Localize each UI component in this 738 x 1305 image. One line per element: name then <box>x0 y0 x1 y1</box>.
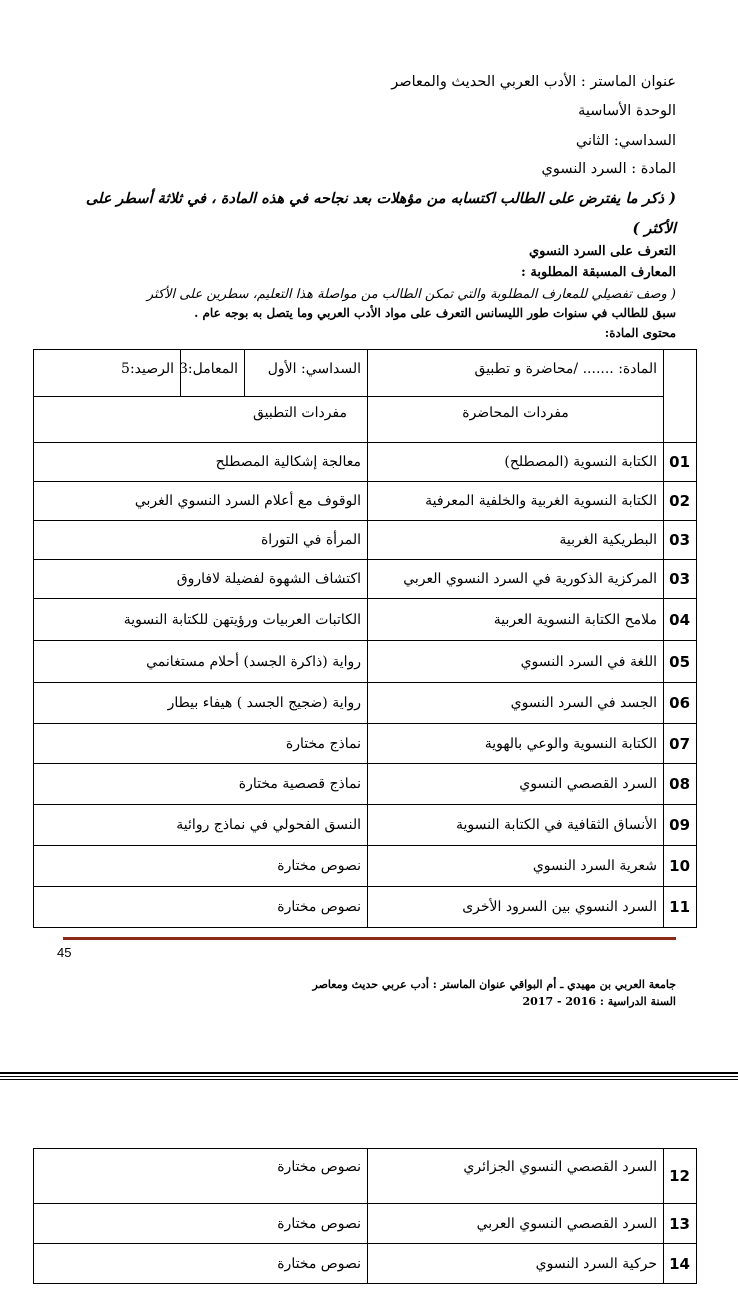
row-number: 10 <box>664 846 697 887</box>
practice-topic: نصوص مختارة <box>34 1149 368 1204</box>
practice-topic: نصوص مختارة <box>34 846 368 887</box>
table-row <box>34 683 697 724</box>
practice-topic: النسق الفحولي في نماذج روائية <box>34 805 368 846</box>
row-number: 02 <box>664 482 697 521</box>
practice-header: مفردات التطبيق <box>34 397 368 443</box>
page-break-line <box>0 1072 738 1074</box>
table-row <box>34 560 697 599</box>
row-number: 05 <box>664 641 697 683</box>
table-row <box>34 599 697 641</box>
lecture-topic: البطريكية الغربية <box>368 521 664 560</box>
row-number: 11 <box>664 887 697 928</box>
table-row <box>34 443 697 482</box>
page-break-line <box>0 1076 738 1077</box>
objectives-note-line2: الأكثر ) <box>632 220 676 237</box>
row-number: 04 <box>664 599 697 641</box>
lecture-topic: السرد القصصي النسوي العربي <box>368 1204 664 1244</box>
objective-text: التعرف على السرد النسوي <box>528 244 676 259</box>
practice-topic: الكاتبات العربيات ورؤيتهن للكتابة النسوية <box>34 599 368 641</box>
practice-topic: الوقوف مع أعلام السرد النسوي الغربي <box>34 482 368 521</box>
lecture-topic: الأنساق الثقافية في الكتابة النسوية <box>368 805 664 846</box>
master-title: عنوان الماستر : الأدب العربي الحديث والمعاصر <box>391 74 676 90</box>
row-number: 13 <box>664 1204 697 1244</box>
row-number: 14 <box>664 1244 697 1284</box>
practice-topic: نصوص مختارة <box>34 1244 368 1284</box>
unit-label: الوحدة الأساسية <box>578 103 676 119</box>
table-row <box>34 482 697 521</box>
lecture-topic: المركزية الذكورية في السرد النسوي العربي <box>368 560 664 599</box>
practice-topic: اكتشاف الشهوة لفضيلة لافاروق <box>34 560 368 599</box>
lecture-topic: الكتابة النسوية (المصطلح) <box>368 443 664 482</box>
table-row <box>34 1149 697 1204</box>
objectives-note-line1: ( ذكر ما يفترض على الطالب اكتسابه من مؤهلات بعد نجاحه في هذه المادة ، في ثلاثة أسطر على <box>85 190 676 207</box>
table-row <box>34 1204 697 1244</box>
row-number: 08 <box>664 764 697 805</box>
row-number: 06 <box>664 683 697 724</box>
lecture-topic: السرد النسوي بين السرود الأخرى <box>368 887 664 928</box>
lecture-topic: شعرية السرد النسوي <box>368 846 664 887</box>
table-row <box>34 641 697 683</box>
table-row <box>34 805 697 846</box>
table-info-row <box>34 350 697 397</box>
credit-cell: الرصيد:5 <box>34 350 181 397</box>
footer-year: السنة الدراسية : 2016 - 2017 <box>522 995 676 1008</box>
lecture-topic: السرد القصصي النسوي الجزائري <box>368 1149 664 1204</box>
semester-label: السداسي: الثاني <box>575 133 676 149</box>
table-row <box>34 846 697 887</box>
practice-topic: معالجة إشكالية المصطلح <box>34 443 368 482</box>
practice-topic: رواية (ذاكرة الجسد) أحلام مستغانمي <box>34 641 368 683</box>
lecture-topic: ملامح الكتابة النسوية العربية <box>368 599 664 641</box>
table-row <box>34 521 697 560</box>
practice-topic: نماذج مختارة <box>34 724 368 764</box>
lecture-topic: حركية السرد النسوي <box>368 1244 664 1284</box>
prerequisites-text: سبق للطالب في سنوات طور الليسانس التعرف على مواد الأدب العربي وما يتصل به بوجه عام . <box>194 306 676 320</box>
row-number: 12 <box>664 1149 697 1204</box>
table-row <box>34 887 697 928</box>
page-break-line <box>0 1079 738 1080</box>
table-header-row <box>34 397 697 443</box>
lecture-topic: اللغة في السرد النسوي <box>368 641 664 683</box>
subject-cell: المادة: ....... /محاضرة و تطبيق <box>368 350 664 397</box>
row-number: 09 <box>664 805 697 846</box>
row-number: 03 <box>664 560 697 599</box>
lecture-topic: الجسد في السرد النسوي <box>368 683 664 724</box>
table-row <box>34 764 697 805</box>
table-row <box>34 1244 697 1284</box>
practice-topic: نصوص مختارة <box>34 1204 368 1244</box>
page-number: 45 <box>57 945 72 960</box>
content-table-continued <box>33 1148 697 1284</box>
row-number: 03 <box>664 521 697 560</box>
practice-topic: المرأة في التوراة <box>34 521 368 560</box>
practice-topic: نماذج قصصية مختارة <box>34 764 368 805</box>
semester-cell: السداسي: الأول <box>245 350 368 397</box>
footer-rule <box>63 937 676 940</box>
subject-label: المادة : السرد النسوي <box>541 161 676 177</box>
lecture-topic: الكتابة النسوية الغربية والخلفية المعرفية <box>368 482 664 521</box>
content-table <box>33 349 697 928</box>
content-label: محتوى المادة: <box>604 326 676 340</box>
prerequisites-title: المعارف المسبقة المطلوبة : <box>521 265 676 280</box>
coefficient-cell: المعامل:3 <box>181 350 245 397</box>
practice-topic: نصوص مختارة <box>34 887 368 928</box>
lecture-topic: السرد القصصي النسوي <box>368 764 664 805</box>
prerequisites-note: ( وصف تفصيلي للمعارف المطلوبة والتي تمكن الطالب من مواصلة هذا التعليم، سطرين على الأكثر <box>146 287 676 302</box>
footer-university: جامعة العربي بن مهيدي ـ أم البواقي عنوان الماستر : أدب عربي حديث ومعاصر <box>312 978 676 991</box>
lecture-header: مفردات المحاضرة <box>368 397 664 443</box>
practice-topic: رواية (ضجيج الجسد ) هيفاء بيطار <box>34 683 368 724</box>
empty-corner-cell <box>664 350 697 443</box>
table-row <box>34 724 697 764</box>
lecture-topic: الكتابة النسوية والوعي بالهوية <box>368 724 664 764</box>
row-number: 07 <box>664 724 697 764</box>
row-number: 01 <box>664 443 697 482</box>
